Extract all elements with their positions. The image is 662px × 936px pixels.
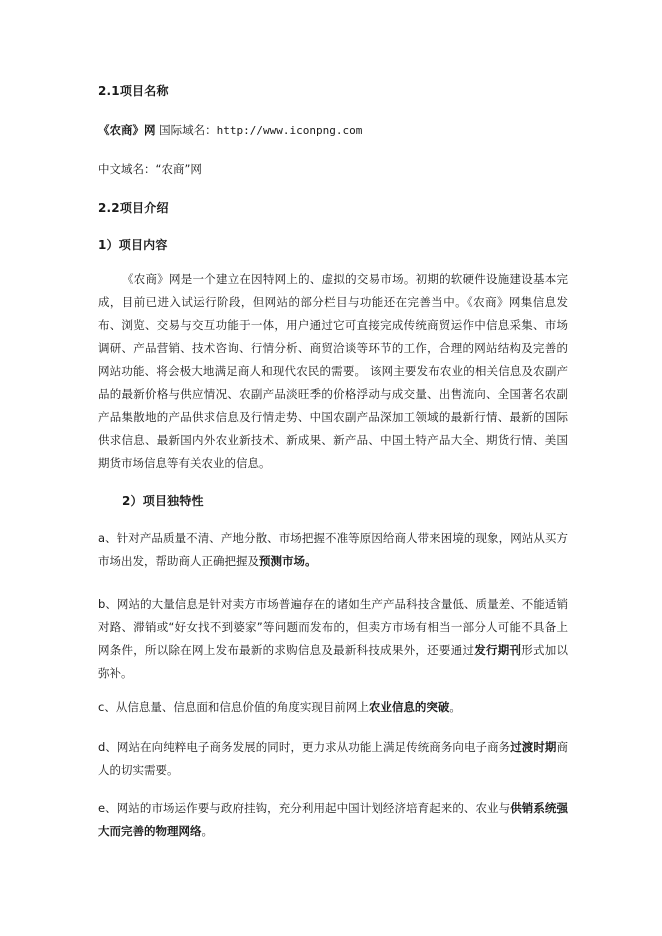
item-e-paragraph: [98, 797, 568, 843]
section-2-1-heading: 2.1项目名称: [98, 84, 169, 98]
item-c-after: 。: [449, 700, 461, 714]
item-d-after: 商人的切实需要。: [98, 740, 569, 777]
item-b-bold: 发行期刊: [474, 643, 522, 657]
item-a-bold: 预测市场。: [259, 554, 317, 568]
item-e-bold: 供销系统强大而完善的物理网络: [98, 801, 568, 838]
item-b-after: 形式加以弥补。: [98, 643, 569, 680]
item-d-paragraph: [98, 736, 568, 782]
sub1-heading: 1）项目内容: [98, 238, 168, 252]
cn-domain-line: 中文域名：“农商”网: [98, 162, 202, 176]
item-b-paragraph: [98, 593, 568, 685]
brand-name: 《农商》网: [98, 123, 156, 137]
item-a-text: a、针对产品质量不清、产地分散、市场把握不准等原因给商人带来困境的现象，网站从买方市场出发，帮助商人正确把握及: [98, 531, 568, 568]
intl-domain-url: http://www.iconpng.com: [216, 124, 363, 137]
project-content-paragraph: 《农商》网是一个建立在因特网上的、虚拟的交易市场。初期的软硬件设施建设基本完成，目前已进入试运行阶段，但网站的部分栏目与功能还在完善当中。《农商》网集信息发布、浏览、交易与交互功能于一体，用户通过它可直接完成传统商贸运作中信息采集、市场调研、产品营销、技术咨询、行情分析、商贸洽谈等环节的工作，合理的网站结构及完善的网站功能、将会极大地满足商人和现代农民的需要。 该网主要发布农业的相关信息及农副产品的最新价格与供应情况、农副产品淡旺季的价格浮动与成交量、出售流向、全国著名农副产品集散地的产品供求信息及行情走势、中国农副产品深加工领域的最新行情、最新的国际供求信息、最新国内外农业新技术、新成果、新产品、中国土特产品大全、期货行情、美国期货市场信息等有关农业的信息。: [98, 272, 568, 470]
item-d-bold: 过渡时期: [510, 740, 557, 754]
item-e-after: 。: [201, 824, 213, 838]
project-name-line: [98, 122, 362, 138]
item-b-text: b、网站的大量信息是针对卖方市场普遍存在的诸如生产产品科技含量低、质量差、不能适销对路、滞销或“好女找不到婆家”等问题而发布的，但卖方市场有相当一部分人可能不具备上网条件，所以除在网上发布最新的求购信息及最新科技成果外，还要通过: [98, 597, 568, 657]
item-c-text: c、从信息量、信息面和信息价值的角度实现目前网上: [98, 700, 369, 714]
item-a-paragraph: [98, 527, 568, 573]
intl-domain-label: 国际域名：: [159, 123, 217, 137]
item-c-bold: 农业信息的突破: [368, 700, 450, 714]
sub2-heading: 2）项目独特性: [122, 494, 204, 508]
item-d-text: d、网站在向纯粹电子商务发展的同时，更力求从功能上满足传统商务向电子商务: [98, 740, 511, 754]
item-c-paragraph: [98, 696, 568, 719]
section-2-2-heading: 2.2项目介绍: [98, 201, 169, 215]
item-e-text: e、网站的市场运作要与政府挂钩，充分利用起中国计划经济培育起来的、农业与: [98, 801, 511, 815]
